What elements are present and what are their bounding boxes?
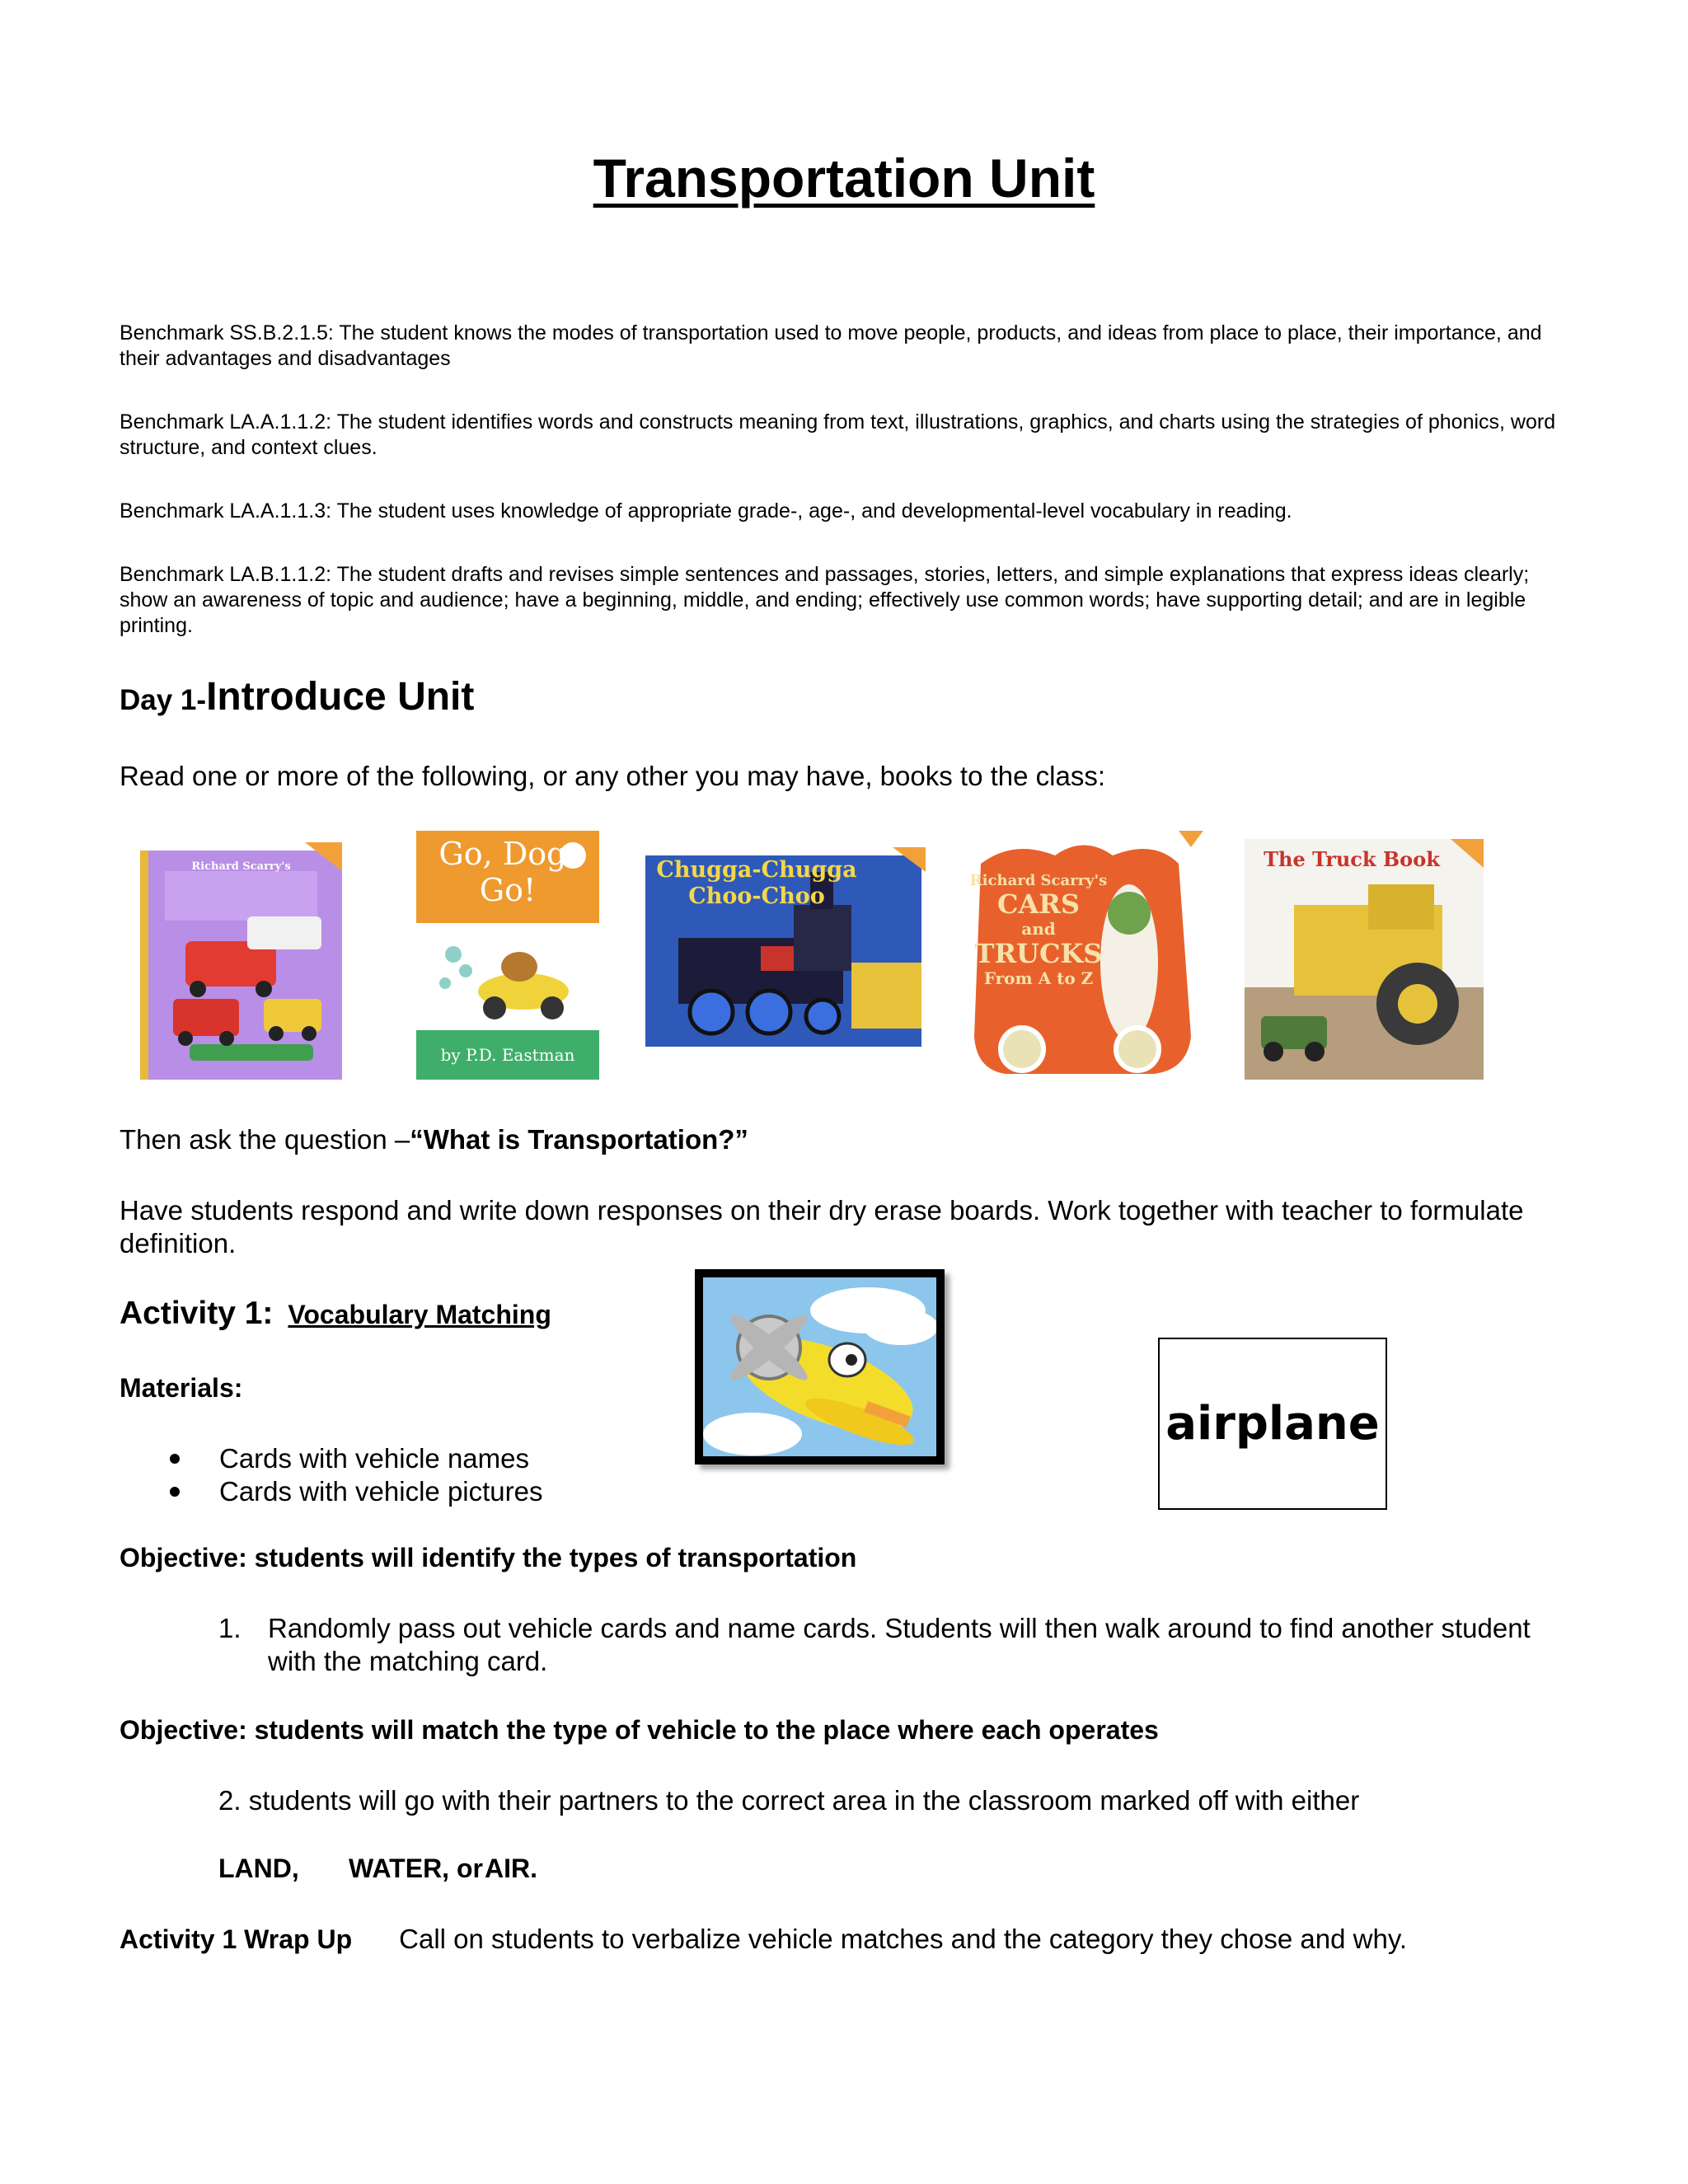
- page-title: Transportation Unit: [593, 148, 1095, 209]
- day-title: Introduce Unit: [206, 675, 475, 719]
- materials-label: Materials:: [120, 1373, 243, 1403]
- word-card-text: airplane: [1165, 1397, 1380, 1451]
- list-item: [162, 1442, 543, 1475]
- category-water: WATER, or: [349, 1854, 483, 1883]
- step-1-text: Randomly pass out vehicle cards and name cards. Students will then walk around to find another student with the matching card.: [268, 1613, 1531, 1676]
- book-3-title-line-2: Choo-Choo: [688, 883, 825, 909]
- step-1: [218, 1612, 1570, 1678]
- benchmark-4: Benchmark LA.B.1.1.2: The student drafts and revises simple sentences and passages, stories, letters, and simple explanations that express ideas clearly; show an awareness of topic and audience; have a beginning, middle, and ending; effectively use common words; have supporting detail; and are in legible printing.: [120, 563, 1530, 637]
- have-students-paragraph: Have students respond and write down responses on their dry erase boards. Work together with teacher to formulate definition.: [120, 1195, 1524, 1258]
- category-labels: [218, 1854, 537, 1884]
- book-3-title: [588, 857, 926, 910]
- book-4-title-line-5: From A to Z: [983, 968, 1094, 988]
- activity-1-title: Vocabulary Matching: [288, 1300, 551, 1329]
- wrap-up-text: Call on students to verbalize vehicle matches and the category they chose and why.: [399, 1924, 1408, 1954]
- objective-1: Objective: students will identify the types of transportation: [120, 1543, 857, 1572]
- book-4-title-line-3: and: [1021, 919, 1056, 939]
- question-lead: Then ask the question –: [120, 1124, 410, 1155]
- materials-list: [162, 1442, 543, 1508]
- objective-2: Objective: students will match the type of vehicle to the place where each operates: [120, 1715, 1159, 1745]
- book-2-title: [416, 836, 599, 908]
- book-4-title-line-1: Richard Scarry's: [969, 872, 1108, 889]
- book-4-title-line-2: CARS: [997, 888, 1080, 920]
- book-cover-cars-and-trucks-from-a-to-z: [964, 831, 1203, 1080]
- book-4-title-line-4: TRUCKS: [974, 938, 1103, 969]
- airplane-illustration: [703, 1277, 936, 1456]
- benchmark-1: Benchmark SS.B.2.1.5: The student knows the modes of transportation used to move people, products, and ideas from place to place, their importance, and their advantages and disadvantages: [120, 321, 1542, 370]
- book-2-title-line-2: Go!: [479, 872, 537, 908]
- book-cover-the-truck-book: [1245, 839, 1484, 1080]
- airplane-picture-card: [695, 1269, 945, 1465]
- materials-item-2: Cards with vehicle pictures: [219, 1476, 543, 1507]
- wrap-up-label: Activity 1 Wrap Up: [120, 1924, 353, 1954]
- materials-item-1: Cards with vehicle names: [219, 1443, 529, 1474]
- bullet-icon: [170, 1454, 180, 1464]
- category-air: AIR.: [485, 1854, 537, 1883]
- step-1-number: 1.: [218, 1613, 241, 1643]
- activity-1-wrap-up: [120, 1923, 1407, 1956]
- benchmark-3: Benchmark LA.A.1.1.3: The student uses knowledge of appropriate grade-, age-, and developmental-level vocabulary in reading.: [120, 499, 1292, 523]
- book-5-title: The Truck Book: [1264, 847, 1440, 871]
- benchmark-2: Benchmark LA.A.1.1.2: The student identifies words and constructs meaning from text, illustrations, graphics, and charts using the strategies of phonics, word structure, and context clues.: [120, 410, 1556, 459]
- book-2-title-line-1: Go, Dog.: [438, 836, 577, 872]
- book-5-illustration: [1245, 839, 1484, 1080]
- day-heading: [120, 674, 474, 719]
- airplane-word-card: [1158, 1338, 1387, 1510]
- read-instruction: Read one or more of the following, or any other you may have, books to the class:: [120, 761, 1105, 791]
- step-2: 2. students will go with their partners to the correct area in the classroom marked off with either: [218, 1785, 1360, 1816]
- question-text: “What is Transportation?”: [410, 1124, 748, 1155]
- book-1-title: Richard Scarry's: [191, 860, 291, 873]
- list-item: [162, 1475, 543, 1508]
- book-4-title: [923, 872, 1154, 988]
- activity-1-heading: [120, 1296, 551, 1332]
- activity-1-label: Activity 1:: [120, 1296, 274, 1331]
- book-1-illustration: [140, 842, 342, 1080]
- book-3-title-line-1: Chugga-Chugga: [656, 857, 857, 883]
- bullet-icon: [170, 1487, 180, 1497]
- category-land: LAND,: [218, 1854, 299, 1883]
- book-cover-go-dog-go: [416, 831, 599, 1080]
- book-2-author: by P.D. Eastman: [440, 1045, 575, 1065]
- book-cover-cars-and-trucks-and-things-that-go: [140, 842, 342, 1080]
- question-line: [120, 1123, 748, 1156]
- day-prefix: Day 1-: [120, 684, 207, 716]
- book-cover-chugga-chugga-choo-choo: [645, 847, 926, 1047]
